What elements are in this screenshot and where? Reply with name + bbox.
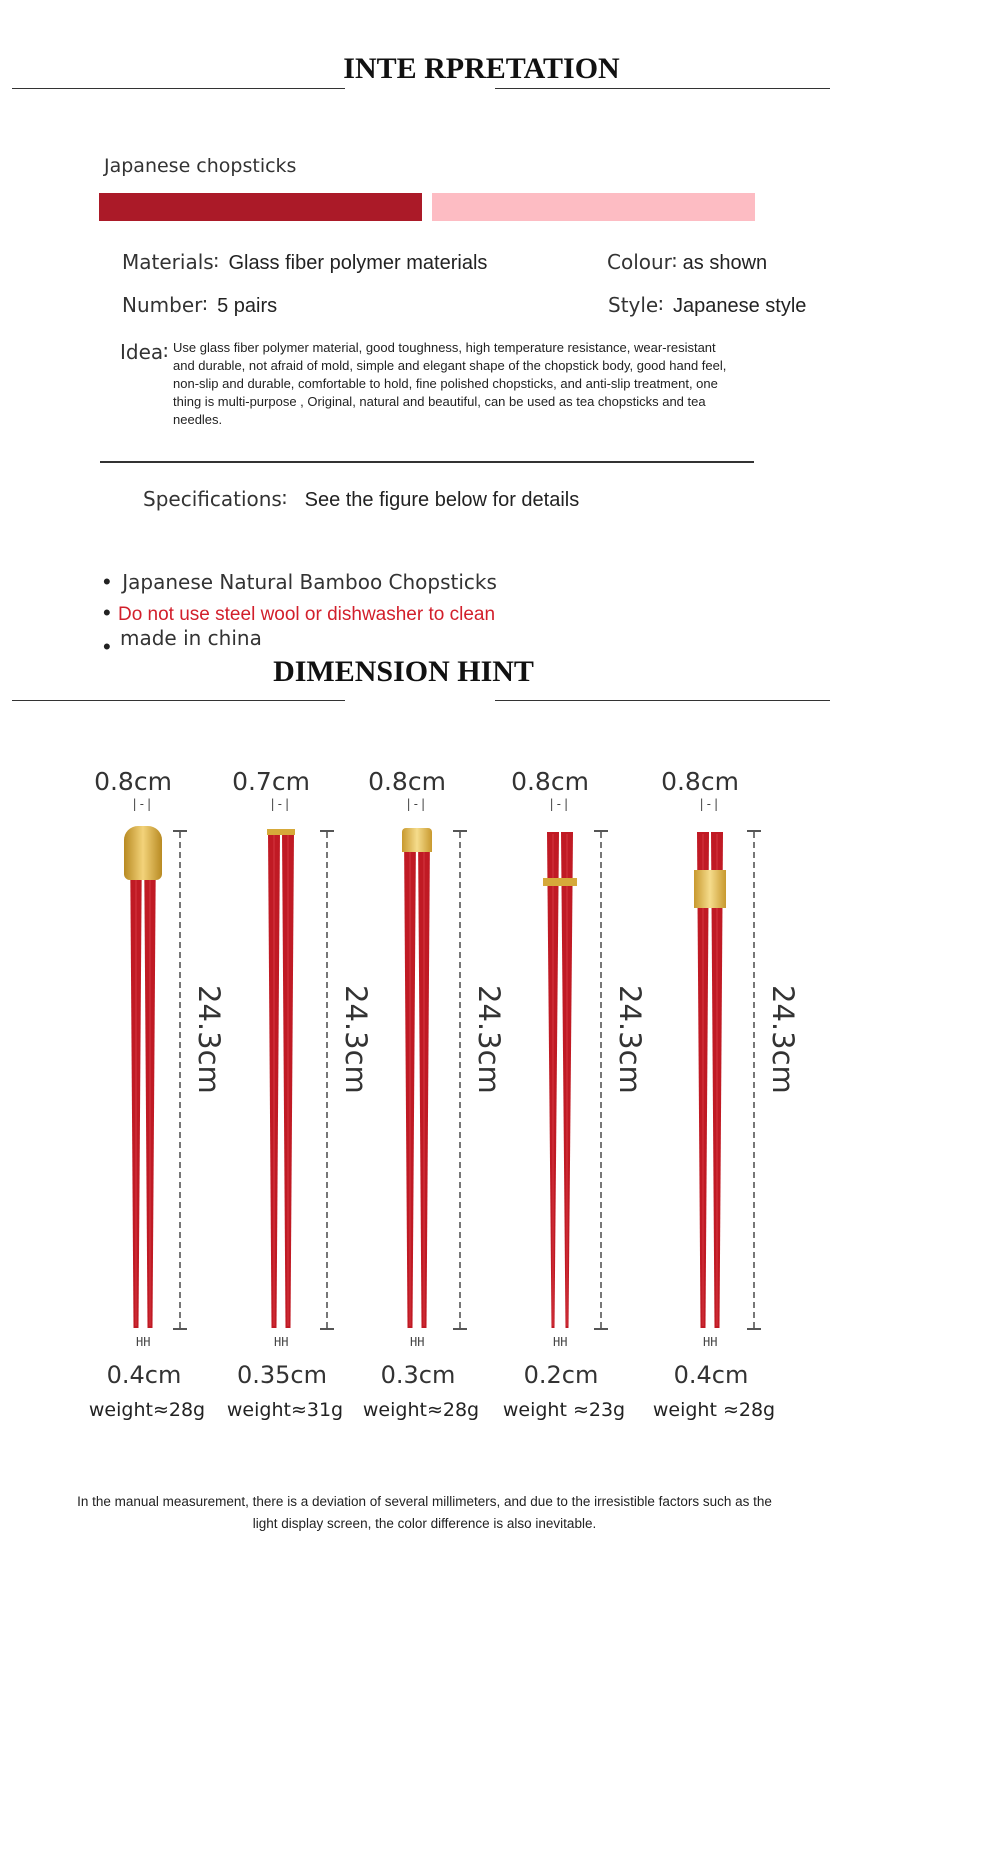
gold-crown-icon <box>267 829 295 835</box>
bullet-item <box>103 600 495 626</box>
color-swatch-red <box>99 193 422 221</box>
dimension-title: DIMENSION HINT <box>273 655 534 688</box>
colour-label: Colour∶ <box>607 250 678 274</box>
length-label: 24.3cm <box>339 985 373 1094</box>
bullet-dot-icon: • <box>103 569 111 594</box>
materials-label: Materials∶ <box>122 250 219 274</box>
bullet-text: Japanese Natural Bamboo Chopsticks <box>122 570 497 594</box>
title-divider-right <box>495 700 830 701</box>
bullet-warning-text: Do not use steel wool or dishwasher to clean <box>117 604 496 625</box>
ruler-cap <box>320 1328 334 1330</box>
ruler-cap <box>173 1328 187 1330</box>
chopstick <box>142 828 158 1332</box>
style-value: Japanese style <box>673 295 807 317</box>
top-width-marker: |-| <box>405 797 427 811</box>
gold-cap-icon <box>124 826 162 880</box>
idea-line: non-slip and durable, comfortable to hold, fine polished chopsticks, and anti-slip treatment, one <box>173 376 718 391</box>
colour-row <box>607 250 767 275</box>
product-name: Japanese chopsticks <box>104 155 297 177</box>
top-width-label: 0.8cm <box>511 767 589 796</box>
title-divider-left <box>12 88 345 89</box>
top-width-marker: |-| <box>131 797 153 811</box>
bullet-dot-icon: • <box>103 634 111 659</box>
bottom-width-marker: HH <box>274 1335 289 1349</box>
number-label: Number∶ <box>122 293 208 317</box>
length-label: 24.3cm <box>472 985 506 1094</box>
section-divider <box>100 461 754 463</box>
weight-label: weight≈28g <box>88 1399 206 1421</box>
style-label: Style∶ <box>608 293 664 317</box>
top-width-marker: |-| <box>698 797 720 811</box>
top-width-label: 0.8cm <box>661 767 739 796</box>
length-label: 24.3cm <box>613 985 647 1094</box>
specifications-row <box>143 487 579 512</box>
ruler-cap <box>594 1328 608 1330</box>
footer-note <box>0 1491 849 1535</box>
colour-value: as shown <box>682 252 768 274</box>
idea-line: and durable, not afraid of mold, simple and elegant shape of the chopstick body, good hand feel, <box>173 358 727 373</box>
style-row <box>608 293 806 318</box>
weight-label: weight ≈23g <box>502 1399 626 1421</box>
bottom-width-label: 0.4cm <box>673 1361 749 1389</box>
color-swatch-pink <box>432 193 755 221</box>
top-width-marker: |-| <box>548 797 570 811</box>
ruler-cap <box>453 1328 467 1330</box>
idea-line: needles. <box>173 412 223 427</box>
footer-line: light display screen, the color difference is also inevitable. <box>252 1516 597 1531</box>
chopstick <box>416 828 432 1332</box>
length-ruler <box>753 832 755 1328</box>
ruler-cap <box>747 1328 761 1330</box>
gold-band-icon <box>694 870 726 908</box>
gold-ring-icon <box>543 878 577 886</box>
bullet-dot-icon: • <box>103 600 111 625</box>
bullet-item <box>103 569 497 595</box>
length-ruler <box>459 832 461 1328</box>
top-width-marker: |-| <box>269 797 291 811</box>
chopstick <box>559 828 575 1332</box>
weight-label: weight ≈28g <box>652 1399 776 1421</box>
weight-label: weight≈28g <box>362 1399 480 1421</box>
top-width-label: 0.7cm <box>232 767 310 796</box>
gold-cap-icon <box>402 828 432 852</box>
bottom-width-label: 0.35cm <box>236 1361 327 1389</box>
length-label: 24.3cm <box>766 985 800 1094</box>
top-width-label: 0.8cm <box>94 767 172 796</box>
idea-text <box>173 339 743 429</box>
number-row <box>122 293 277 318</box>
length-label: 24.3cm <box>192 985 226 1094</box>
weight-label: weight≈31g <box>226 1399 344 1421</box>
bottom-width-label: 0.2cm <box>523 1361 599 1389</box>
bottom-width-marker: HH <box>553 1335 568 1349</box>
bottom-width-marker: HH <box>136 1335 151 1349</box>
top-width-label: 0.8cm <box>368 767 446 796</box>
materials-row <box>122 250 487 275</box>
idea-line: thing is multi-purpose , Original, natural and beautiful, can be used as tea chopsticks and tea <box>173 394 706 409</box>
bottom-width-label: 0.3cm <box>380 1361 456 1389</box>
bottom-width-marker: HH <box>410 1335 425 1349</box>
length-ruler <box>326 832 328 1328</box>
bottom-width-label: 0.4cm <box>106 1361 182 1389</box>
materials-value: Glass fiber polymer materials <box>228 252 488 274</box>
bullet-text: made in china <box>120 626 262 650</box>
specifications-value: See the figure below for details <box>304 489 580 511</box>
idea-line: Use glass fiber polymer material, good toughness, high temperature resistance, wear-resistant <box>173 340 716 355</box>
footer-line: In the manual measurement, there is a deviation of several millimeters, and due to the irresistible factors such as the <box>77 1494 772 1509</box>
interpretation-title: INTE RPRETATION <box>343 52 620 85</box>
specifications-label: Specifications∶ <box>143 487 288 511</box>
number-value: 5 pairs <box>217 295 278 317</box>
idea-label: Idea∶ <box>120 340 169 364</box>
bottom-width-marker: HH <box>703 1335 718 1349</box>
title-divider-left <box>12 700 345 701</box>
length-ruler <box>179 832 181 1328</box>
title-divider-right <box>495 88 830 89</box>
length-ruler <box>600 832 602 1328</box>
chopstick <box>280 828 296 1332</box>
